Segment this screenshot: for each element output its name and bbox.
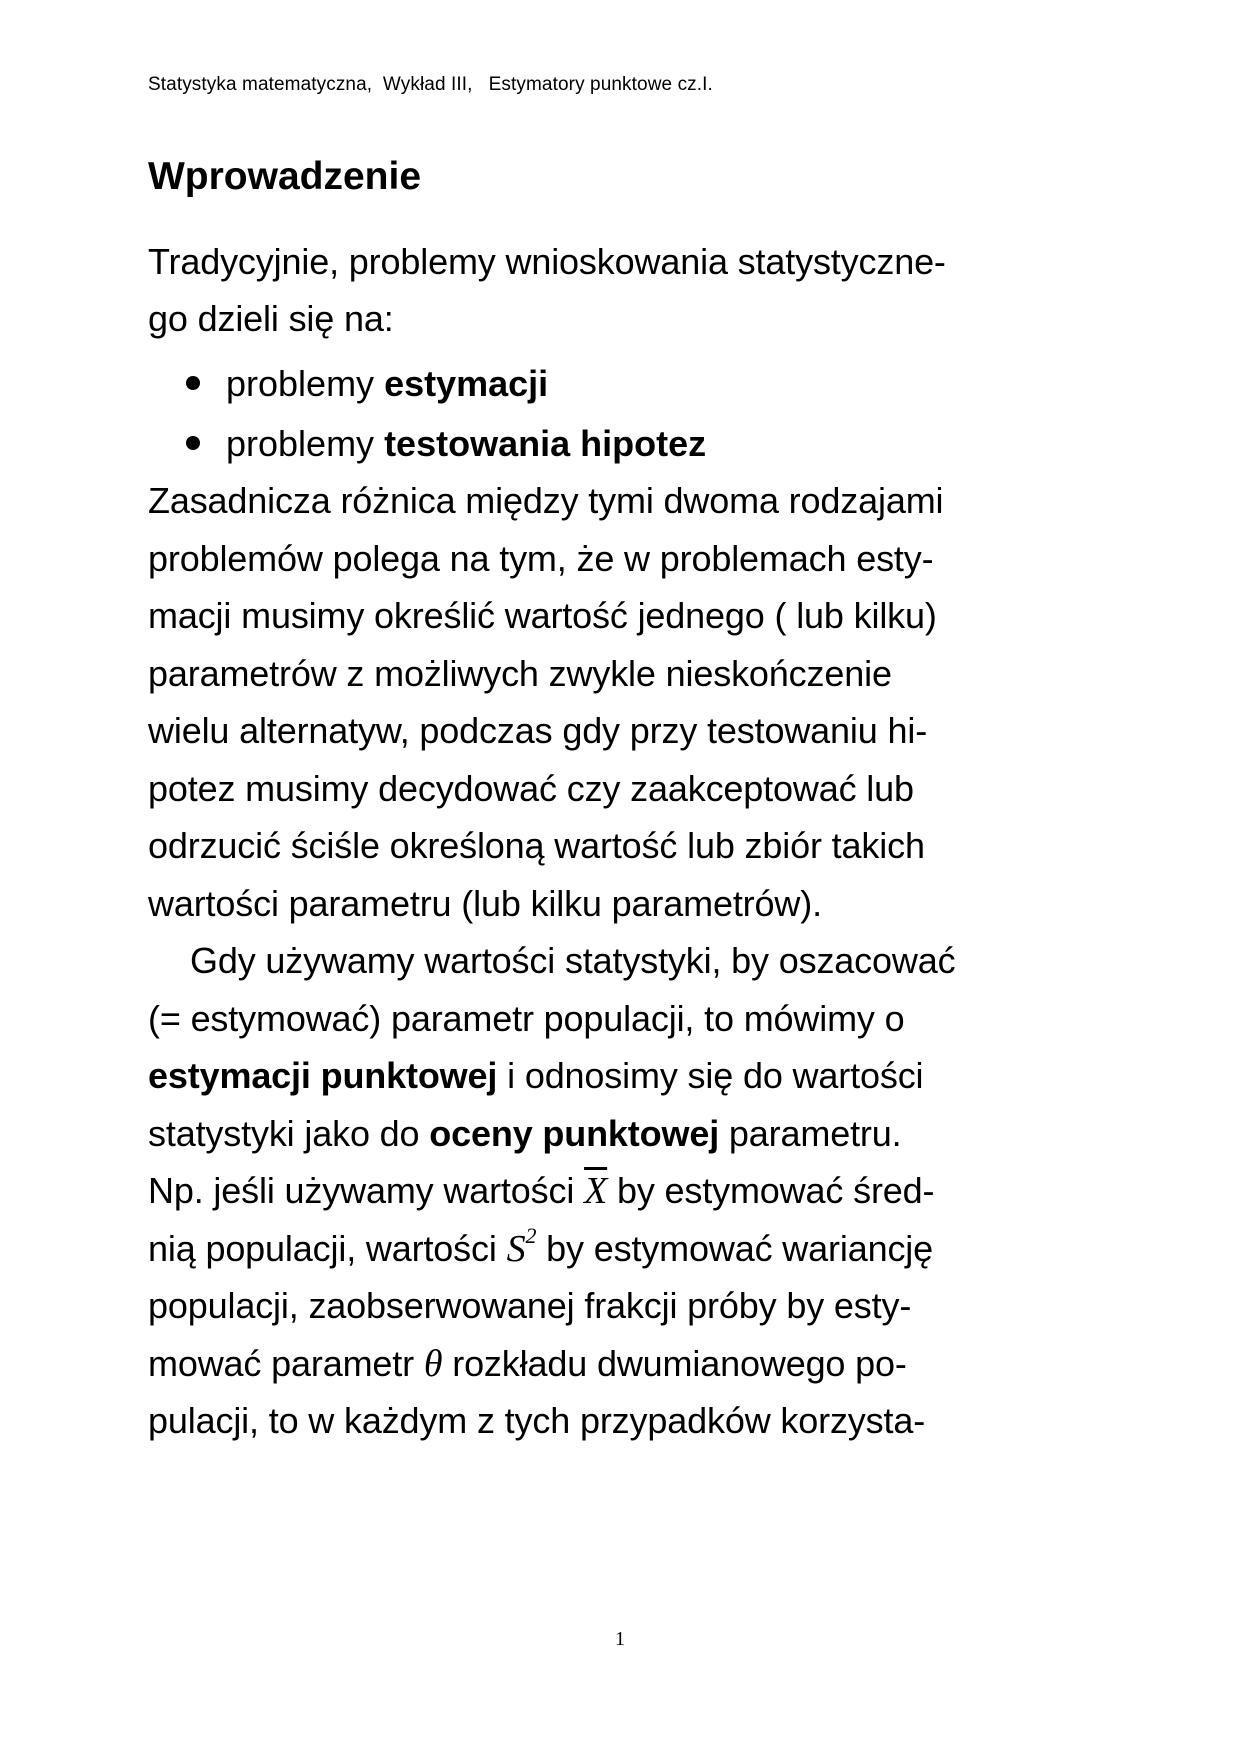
- bullet-prefix: problemy: [226, 363, 385, 404]
- line-text: mować parametr: [148, 1343, 424, 1384]
- paragraph2-line-4: [148, 1110, 902, 1158]
- bullet-bold-term: testowania hipotez: [384, 423, 707, 464]
- line-text: i odnosimy się do wartości: [497, 1055, 924, 1096]
- paragraph2-line-9: pulacji, to w każdym z tych przypadków korzysta-: [148, 1400, 926, 1441]
- bullet-prefix: problemy: [226, 423, 385, 464]
- paragraph2-line-5: [148, 1167, 934, 1215]
- intro-line-1: Tradycyjnie, problemy wnioskowania statystyczne-: [148, 241, 946, 282]
- paragraph2-line-7: populacji, zaobserwowanej frakcji próby by esty-: [148, 1285, 912, 1326]
- paragraph2-line-8: [148, 1340, 907, 1388]
- bullet-icon: [186, 376, 200, 390]
- page-number: 1: [615, 1628, 625, 1650]
- math-s: S: [506, 1228, 526, 1270]
- paragraph1-line-3: macji musimy określić wartość jednego ( lub kilku): [148, 595, 937, 636]
- line-text: by estymować śred-: [607, 1170, 935, 1211]
- line-text: parametru.: [719, 1113, 902, 1154]
- paragraph1-line-2: problemów polega na tym, że w problemach esty-: [148, 538, 934, 579]
- math-x-bar: $\overline{X}$: [584, 1170, 608, 1212]
- bullet-item-hypothesis-testing: [186, 420, 706, 468]
- paragraph2-line-6: [148, 1225, 933, 1273]
- paragraph2-line-2: (= estymować) parametr populacji, to mówimy o: [148, 998, 905, 1039]
- intro-line-2: go dzieli się na:: [148, 298, 394, 339]
- paragraph1-line-5: wielu alternatyw, podczas gdy przy testowaniu hi-: [148, 710, 928, 751]
- bullet-item-estimation: [186, 360, 548, 408]
- line-text: statystyki jako do: [148, 1113, 430, 1154]
- paragraph1-line-7: odrzucić ściśle określoną wartość lub zbiór takich: [148, 825, 925, 866]
- paragraph2-line-1: Gdy używamy wartości statystyki, by oszacować: [190, 940, 956, 981]
- line-text: rozkładu dwumianowego po-: [442, 1343, 907, 1384]
- math-theta: θ: [423, 1343, 443, 1385]
- line-text: by estymować wariancję: [536, 1228, 934, 1269]
- paragraph2-line-3: [148, 1052, 923, 1100]
- line-text: Np. jeśli używamy wartości: [148, 1170, 585, 1211]
- section-title: Wprowadzenie: [148, 155, 422, 198]
- term-point-estimate: oceny punktowej: [429, 1113, 720, 1154]
- paragraph1-line-6: potez musimy decydować czy zaakceptować lub: [148, 768, 914, 809]
- bullet-icon: [186, 436, 200, 450]
- term-point-estimation: estymacji punktowej: [148, 1055, 498, 1096]
- bullet-bold-term: estymacji: [384, 363, 549, 404]
- math-superscript: 2: [525, 1223, 537, 1248]
- paragraph1-line-1: Zasadnicza różnica między tymi dwoma rodzajami: [148, 480, 944, 521]
- paragraph1-line-4: parametrów z możliwych zwykle nieskończenie: [148, 653, 892, 694]
- line-text: nią populacji, wartości: [148, 1228, 507, 1269]
- paragraph1-line-8: wartości parametru (lub kilku parametrów).: [148, 883, 822, 924]
- page-header: Statystyka matematyczna, Wykład III, Estymatory punktowe cz.I.: [148, 74, 713, 95]
